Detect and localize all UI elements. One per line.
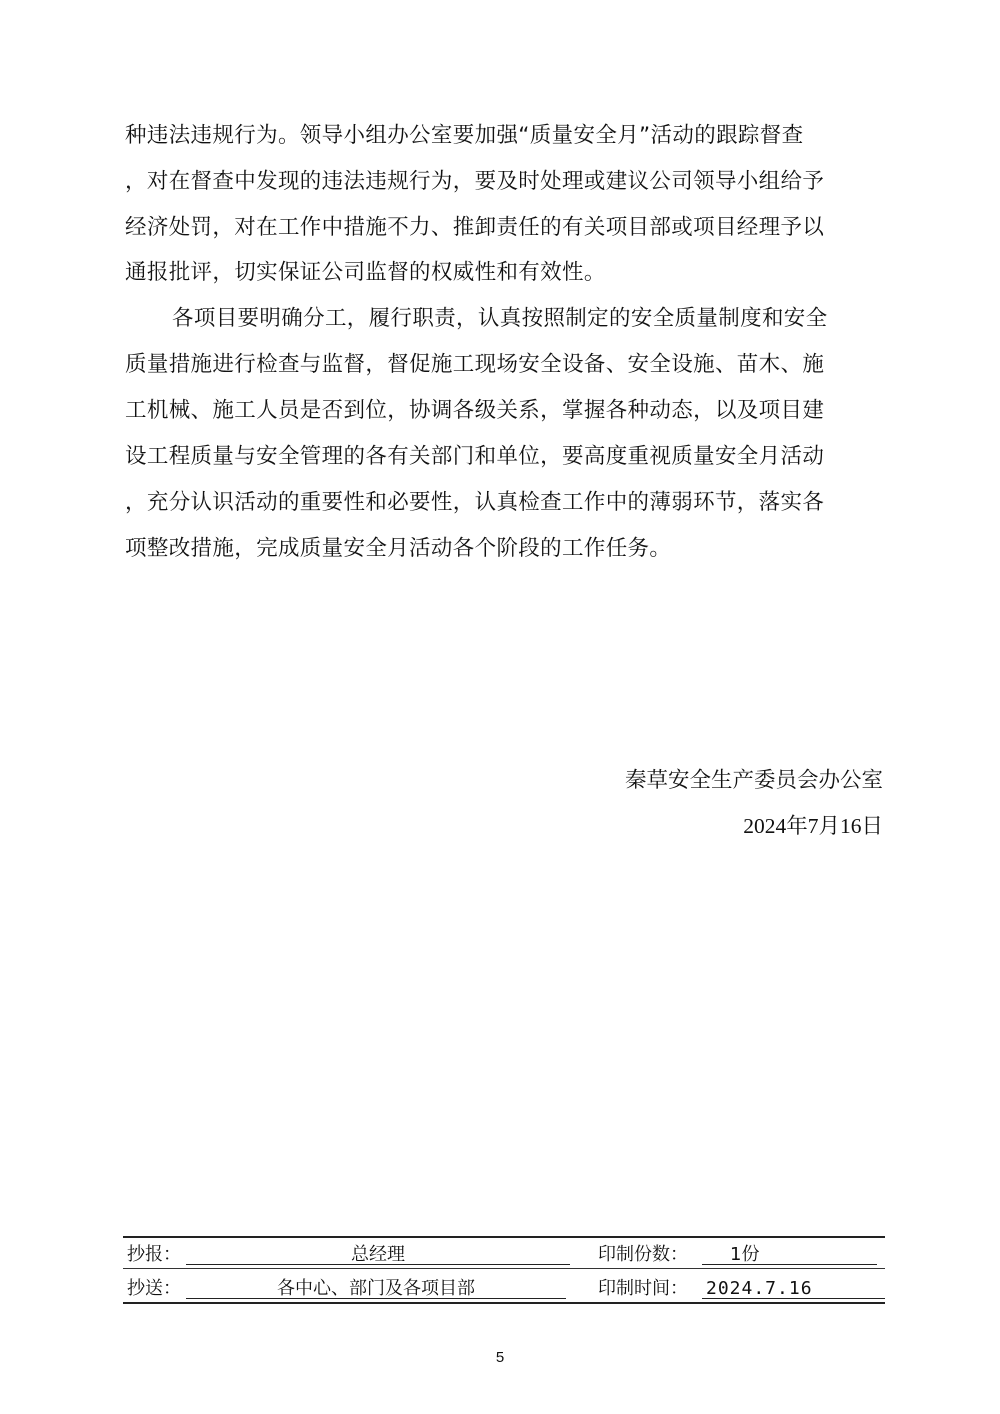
issuer-name: 秦草安全生产委员会办公室 xyxy=(624,768,883,793)
print-time-value: 2024.7.16 xyxy=(706,1278,813,1299)
report-to-label: 抄报： xyxy=(127,1244,181,1265)
print-time-label: 印制时间： xyxy=(598,1278,688,1299)
footer-middle-rule xyxy=(123,1268,885,1269)
send-to-underline xyxy=(186,1298,566,1299)
body-line-1: 种违法违规行为。领导小组办公室要加强“质量安全月”活动的跟踪督查 xyxy=(125,123,804,148)
body-line-7: 工机械、施工人员是否到位，协调各级关系，掌握各种动态，以及项目建 xyxy=(125,398,825,423)
send-to-label: 抄送： xyxy=(127,1278,181,1299)
issue-date: 2024年7月16日 xyxy=(743,814,883,838)
body-line-9: ，充分认识活动的重要性和必要性，认真检查工作中的薄弱环节，落实各 xyxy=(125,490,825,515)
body-line-4: 通报批评，切实保证公司监督的权威性和有效性。 xyxy=(125,260,606,285)
copies-label: 印制份数： xyxy=(598,1244,688,1265)
copies-value: 1份 xyxy=(730,1244,760,1265)
report-to-underline xyxy=(186,1264,570,1265)
body-line-3: 经济处罚，对在工作中措施不力、推卸责任的有关项目部或项目经理予以 xyxy=(125,215,825,240)
footer-top-rule xyxy=(123,1236,885,1238)
body-line-5: 各项目要明确分工，履行职责，认真按照制定的安全质量制度和安全 xyxy=(172,306,828,331)
send-to-value: 各中心、部门及各项目部 xyxy=(277,1278,475,1299)
report-to-value: 总经理 xyxy=(351,1244,405,1265)
print-time-underline xyxy=(702,1298,885,1299)
page-number: 5 xyxy=(495,1349,505,1366)
footer-bottom-rule xyxy=(123,1302,885,1304)
body-line-2: ，对在督查中发现的违法违规行为，要及时处理或建议公司领导小组给予 xyxy=(125,169,825,194)
body-line-8: 设工程质量与安全管理的各有关部门和单位，要高度重视质量安全月活动 xyxy=(125,444,825,469)
body-line-10: 项整改措施，完成质量安全月活动各个阶段的工作任务。 xyxy=(125,536,672,561)
body-line-6: 质量措施进行检查与监督，督促施工现场安全设备、安全设施、苗木、施 xyxy=(125,352,825,377)
copies-underline xyxy=(702,1264,877,1265)
